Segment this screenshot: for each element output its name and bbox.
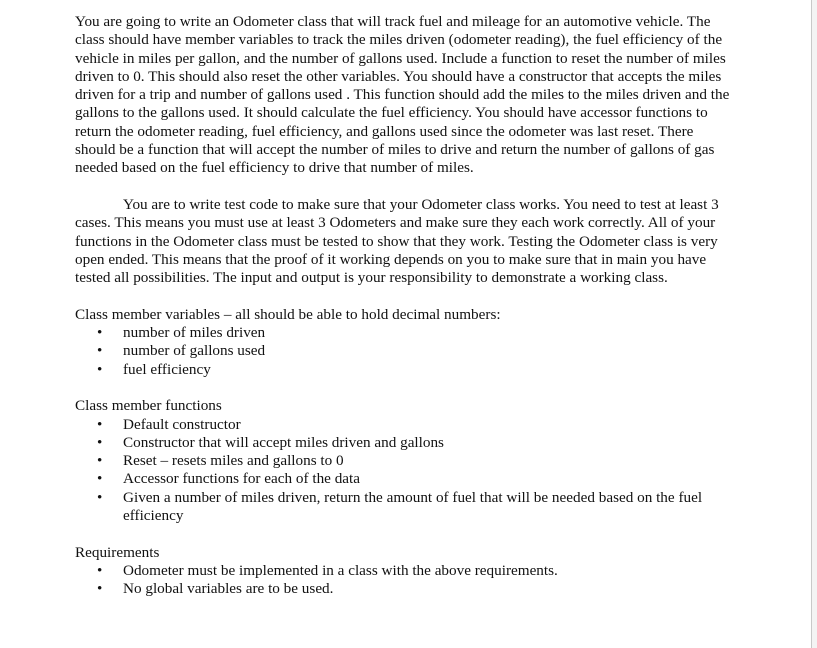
list-item xyxy=(75,452,737,470)
bullet-icon: • xyxy=(97,470,103,488)
list-item xyxy=(75,342,737,360)
bullet-icon: • xyxy=(97,561,103,579)
requirements-heading: Requirements xyxy=(75,543,160,561)
bullet-icon: • xyxy=(97,580,103,598)
testing-paragraph: You are to write test code to make sure that your Odometer class works. You need to test at least 3 cases. This means you must use at least 3 Odometers and make sure they each work correctly. All of your functions in the Odometer class must be tested to show that they work. Testing the Odometer class is very open ended. This means that the proof of it working depends on you to make sure that in main you have tested all possibilities. The input and output is your responsibility to demonstrate a working class. xyxy=(75,195,719,287)
list-item-text: Given a number of miles driven, return the amount of fuel that will be needed based on the fuel efficiency xyxy=(123,488,703,525)
list-item-text: Accessor functions for each of the data xyxy=(123,470,360,488)
variables-heading: Class member variables – all should be able to hold decimal numbers: xyxy=(75,305,501,323)
list-item xyxy=(75,324,737,342)
bullet-icon: • xyxy=(97,324,103,342)
document-body xyxy=(75,13,737,599)
list-item xyxy=(75,580,737,598)
list-item xyxy=(75,489,737,526)
list-item xyxy=(75,562,737,580)
list-item-text: fuel efficiency xyxy=(123,360,211,378)
list-item-text: Constructor that will accept miles driven and gallons xyxy=(123,433,444,451)
list-item xyxy=(75,416,737,434)
list-item-text: Odometer must be implemented in a class with the above requirements. xyxy=(123,561,558,579)
list-item xyxy=(75,470,737,488)
bullet-icon: • xyxy=(97,342,103,360)
list-item xyxy=(75,434,737,452)
window-gutter xyxy=(812,0,817,648)
intro-paragraph: You are going to write an Odometer class that will track fuel and mileage for an automotive vehicle. The class should have member variables to track the miles driven (odometer reading), the fuel efficiency of the vehicle in miles per gallon, and the number of gallons used. Include a function to reset the number of miles driven to 0. This should also reset the other variables. You should have a constructor that accepts the miles driven for a trip and number of gallons used . This function should add the miles to the miles driven and the gallons to the gallons used. It should calculate the fuel efficiency. You should have accessor functions to return the odometer reading, fuel efficiency, and gallons used since the odometer was last reset. There should be a function that will accept the number of miles to drive and return the number of gallons of gas needed based on the fuel efficiency to drive that number of miles. xyxy=(75,13,730,177)
bullet-icon: • xyxy=(97,415,103,433)
bullet-icon: • xyxy=(97,433,103,451)
bullet-icon: • xyxy=(97,488,103,506)
list-item xyxy=(75,361,737,379)
list-item-text: No global variables are to be used. xyxy=(123,580,334,598)
functions-heading: Class member functions xyxy=(75,397,222,415)
list-item-text: Default constructor xyxy=(123,415,241,433)
bullet-icon: • xyxy=(97,452,103,470)
requirements-list xyxy=(75,562,737,599)
variables-list xyxy=(75,324,737,379)
list-item-text: number of gallons used xyxy=(123,342,266,360)
bullet-icon: • xyxy=(97,360,103,378)
list-item-text: number of miles driven xyxy=(123,324,266,342)
list-item-text: Reset – resets miles and gallons to 0 xyxy=(123,452,344,470)
functions-list xyxy=(75,416,737,526)
